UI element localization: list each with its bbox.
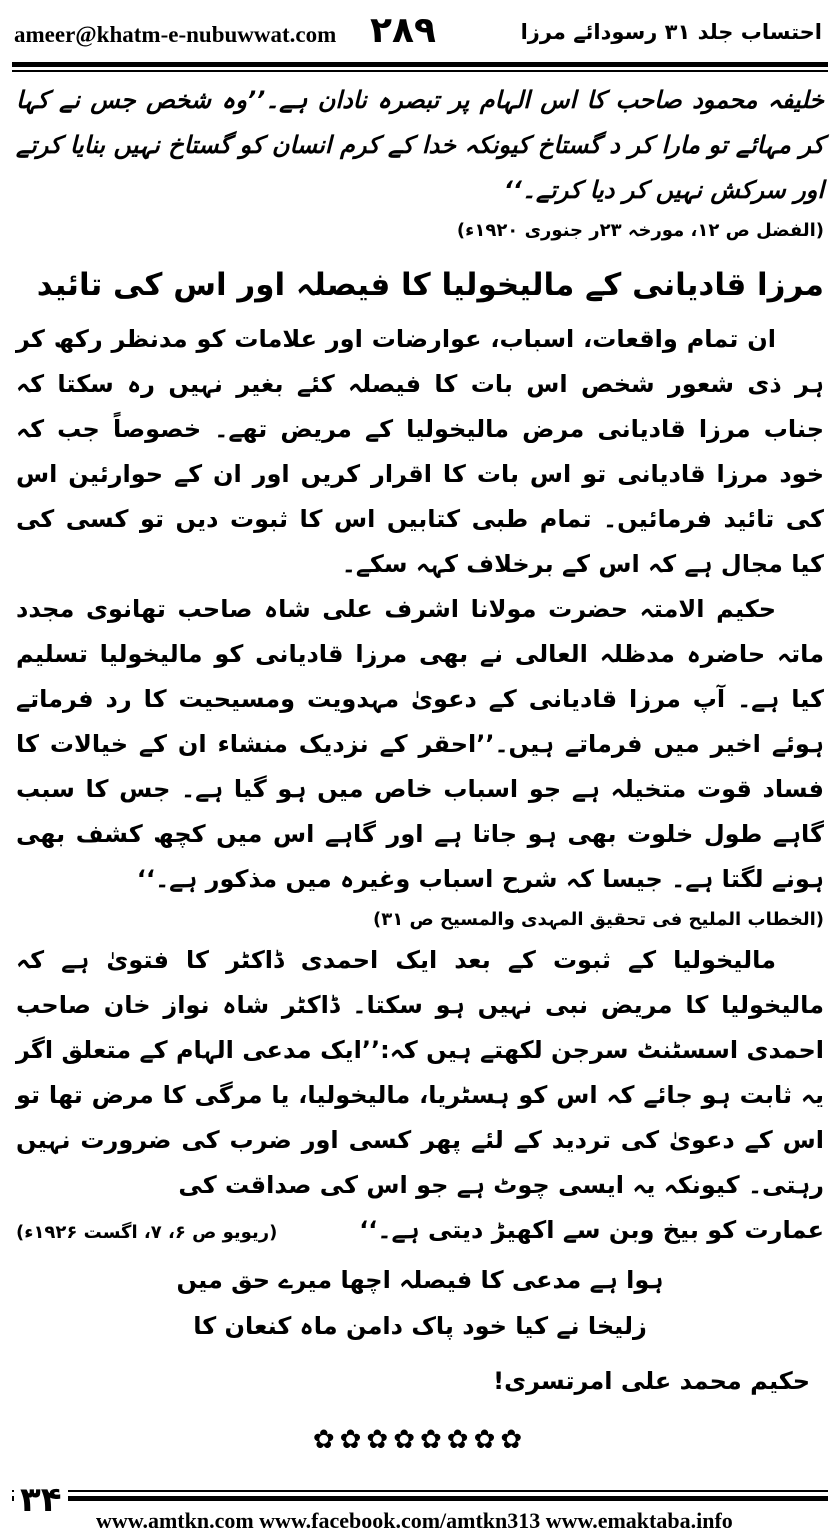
paragraph-2: حکیم الامتہ حضرت مولانا اشرف علی شاہ صاحب تھانوی مجدد ماتہ حاضرہ مدظلہ العالی نے بھی مرزا قادیانی کو مالیخولیا تسلیم کیا ہے۔ آپ مرزا قادیانی کے دعویٰ مہدویت ومسیحیت کا رد فرماتے ہوئے اخیر میں فرماتے ہیں۔’’احقر کے نزدیک منشاء ان کے خیالات کا فساد قوت متخیلہ ہے جو اسباب خاص میں ہو گیا ہے۔ جس کا سبب گاہے طول خلوت بھی ہو جاتا ہے اور گاہے اس میں کچھ کشف بھی ہونے لگتا ہے۔ جیسا کہ شرح اسباب وغیرہ میں مذکور ہے۔‘‘ xyxy=(16,595,824,893)
quote-intro: خلیفہ محمود صاحب کا اس الہام پر تبصرہ نادان ہے۔’’وہ شخص جس نے کہا کر مہائے تو مارا کر د گستاخ کیونکہ خدا کے کرم انسان کو گستاخ نہیں بنایا کرتے اور سرکش نہیں کر دیا کرتے۔‘‘ xyxy=(16,86,824,204)
header-email: ameer@khatm-e-nubuwwat.com xyxy=(14,22,337,47)
ornament-divider: ✿✿✿✿✿✿✿✿ xyxy=(312,1425,528,1455)
poem-line-2: زلیخا نے کیا خود پاک دامن ماہ کنعان کا xyxy=(193,1312,647,1340)
header-title: احتساب جلد ۳۱ رسودائے مرزا xyxy=(520,20,822,44)
section-heading: مرزا قادیانی کے مالیخولیا کا فیصلہ اور اس کی تائید xyxy=(36,267,824,303)
footer-rule-thick xyxy=(12,1496,828,1501)
header-rule-thin xyxy=(12,70,828,72)
signature: حکیم محمد علی امرتسری! xyxy=(493,1367,810,1395)
header-rule-thick xyxy=(12,62,828,67)
citation-al-khitab: (الخطاب الملیح فی تحقیق المہدی والمسیح ص ۳۱) xyxy=(373,909,824,930)
footer-links: www.amtkn.com www.facebook.com/amtkn313 www.emaktaba.info xyxy=(96,1508,733,1533)
paragraph-3-last-line xyxy=(16,1208,824,1253)
paragraph-3: مالیخولیا کے ثبوت کے بعد ایک احمدی ڈاکٹر کا فتویٰ ہے کہ مالیخولیا کا مریض نبی نہیں ہو سکتا۔ ڈاکٹر شاہ نواز خان صاحب احمدی اسسٹنٹ سرجن لکھتے ہیں کہ:’’ایک مدعی الہام کے متعلق اگر یہ ثابت ہو جائے کہ اس کو ہسٹریا، مالیخولیا، یا مرگی کا مرض تھا تو اس کے دعویٰ کی تردید کے لئے پھر کسی اور ضرب کی ضرورت نہیں رہتی۔ کیونکہ یہ ایسی چوٹ ہے جو اس کی صداقت کی xyxy=(16,946,825,1199)
header-page-number: ۲۸۹ xyxy=(370,10,436,51)
paragraph-3-end: عمارت کو بیخ وبن سے اکھیڑ دیتی ہے۔‘‘ xyxy=(359,1216,824,1244)
poem-line-1: ہوا ہے مدعی کا فیصلہ اچھا میرے حق میں xyxy=(176,1266,664,1294)
citation-alfazl: (الفضل ص ۱۲، مورخہ ۲۳ر جنوری ۱۹۲۰ء) xyxy=(456,220,824,241)
footer-rule-thin xyxy=(12,1490,828,1492)
citation-review: (ریویو ص ۶، ۷، اگست ۱۹۲۶ء) xyxy=(16,1222,278,1243)
page-body xyxy=(16,78,825,1455)
footer-page-number: ۳۴ xyxy=(14,1480,68,1520)
paragraph-1: ان تمام واقعات، اسباب، عوارضات اور علامات کو مدنظر رکھ کر ہر ذی شعور شخص اس بات کا فیصلہ کئے بغیر نہیں رہ سکتا کہ جناب مرزا قادیانی مرض مالیخولیا کے مریض تھے۔ خصوصاً جب کہ خود مرزا قادیانی تو اس بات کا اقرار کریں اور ان کے حوارئین اس کی تائید فرمائیں۔ تمام طبی کتابیں اس کا ثبوت دیں تو کسی کی کیا مجال ہے کہ اس کے برخلاف کہہ سکے۔ xyxy=(16,325,824,578)
